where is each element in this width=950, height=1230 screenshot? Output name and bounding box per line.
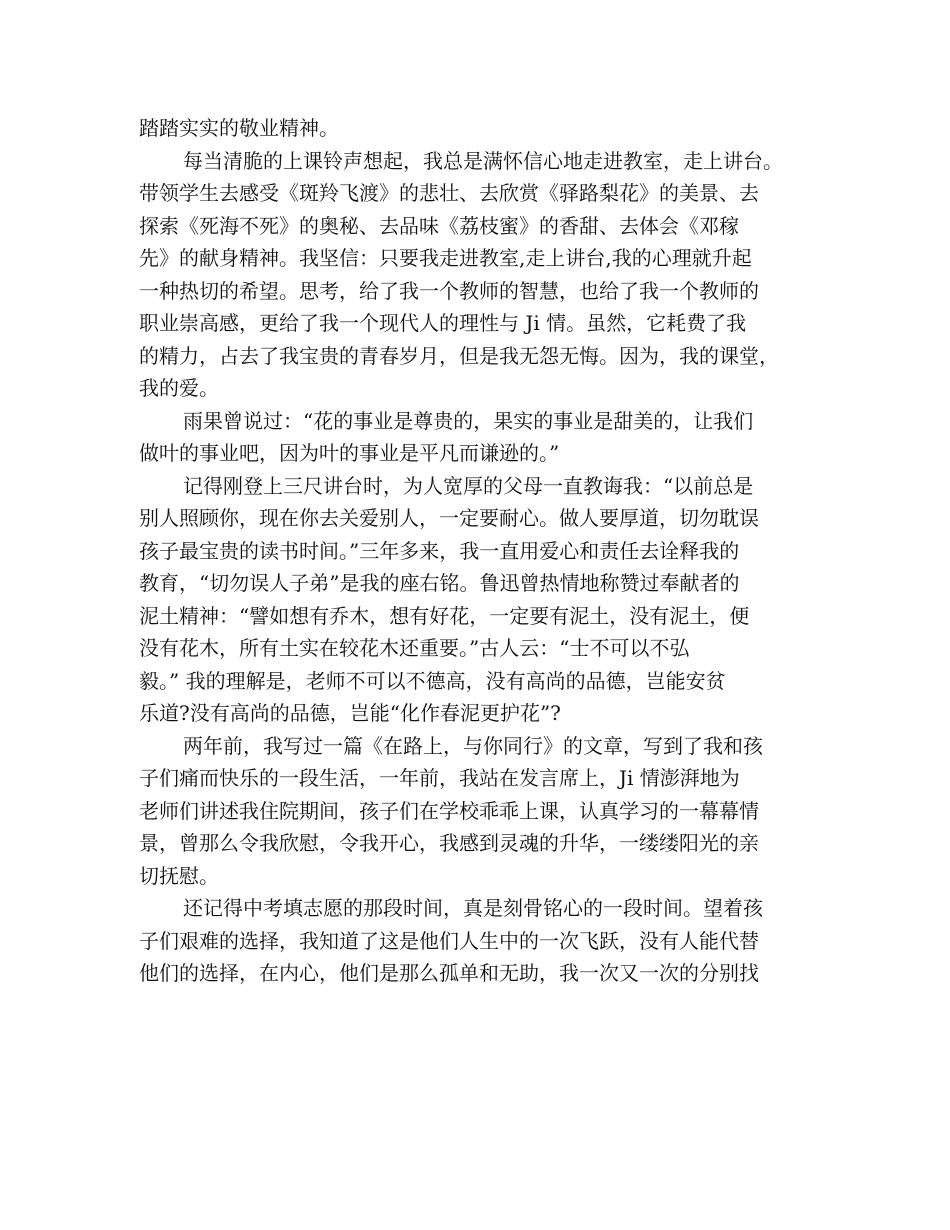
paragraph-first-line: 两年前，我写过一篇《在路上，与你同行》的文章，写到了我和孩 — [183, 733, 763, 758]
text-line: 带领学生去感受《斑羚飞渡》的悲壮、去欣赏《驿路梨花》的美景、去 — [139, 181, 759, 205]
text-line: 别人照顾你，现在你去关爱别人，一定要耐心。做人要厚道，切勿耽误 — [139, 506, 759, 530]
text-line: 我的爱。 — [139, 376, 219, 400]
text-line: 子们艰难的选择，我知道了这是他们人生中的一次飞跃，没有人能代替 — [139, 928, 759, 953]
paragraph-first-line: 记得刚登上三尺讲台时，为人宽厚的父母一直教诲我：“以前总是 — [183, 473, 754, 498]
text-line: 毅。” 我的理解是，老师不可以不德高，没有高尚的品德，岂能安贫 — [139, 668, 726, 693]
text-line: 子们痛而快乐的一段生活，一年前，我站在发言席上，Ji 情澎湃地为 — [139, 766, 740, 790]
paragraph-first-line: 每当清脆的上课铃声想起，我总是满怀信心地走进教室，走上讲台。 — [183, 148, 783, 173]
paragraph-first-line: 还记得中考填志愿的那段时间，真是刻骨铭心的一段时间。望着孩 — [183, 896, 763, 920]
text-line: 先》的献身精神。我坚信：只要我走进教室,走上讲台,我的心理就升起 — [139, 246, 752, 270]
text-line: 踏踏实实的敬业精神。 — [139, 116, 339, 140]
text-line: 的精力，占去了我宝贵的青春岁月，但是我无怨无悔。因为，我的课堂， — [139, 343, 779, 368]
text-line: 教育，“切勿误人子弟”是我的座右铭。鲁迅曾热情地称赞过奉献者的 — [139, 571, 740, 595]
document-page — [139, 112, 819, 990]
text-line: 他们的选择，在内心，他们是那么孤单和无助，我一次又一次的分别找 — [139, 961, 759, 985]
text-line: 泥土精神：“譬如想有乔木，想有好花，一定要有泥土，没有泥土，便 — [139, 603, 750, 628]
text-line: 老师们讲述我住院期间，孩子们在学校乖乖上课，认真学习的一幕幕情 — [139, 798, 759, 823]
text-line: 乐道?没有高尚的品德，岂能“化作春泥更护花”? — [139, 701, 561, 725]
paragraph-first-line: 雨果曾说过：“花的事业是尊贵的，果实的事业是甜美的，让我们 — [183, 408, 754, 433]
text-line: 职业崇高感，更给了我一个现代人的理性与 Ji 情。虽然，它耗费了我 — [139, 311, 747, 335]
text-line: 一种热切的希望。思考，给了我一个教师的智慧，也给了我一个教师的 — [139, 278, 759, 303]
text-line: 没有花木，所有土实在较花木还重要。”古人云：“士不可以不弘 — [139, 636, 690, 660]
text-line: 孩子最宝贵的读书时间。”三年多来，我一直用爱心和责任去诠释我的 — [139, 538, 740, 563]
text-line: 探索《死海不死》的奥秘、去品味《荔枝蜜》的香甜、去体会《邓稼 — [139, 213, 739, 238]
text-line: 做叶的事业吧，因为叶的事业是平凡而谦逊的。” — [139, 441, 560, 465]
text-line: 切抚慰。 — [139, 863, 219, 888]
text-line: 景，曾那么令我欣慰，令我开心，我感到灵魂的升华，一缕缕阳光的亲 — [139, 831, 759, 855]
